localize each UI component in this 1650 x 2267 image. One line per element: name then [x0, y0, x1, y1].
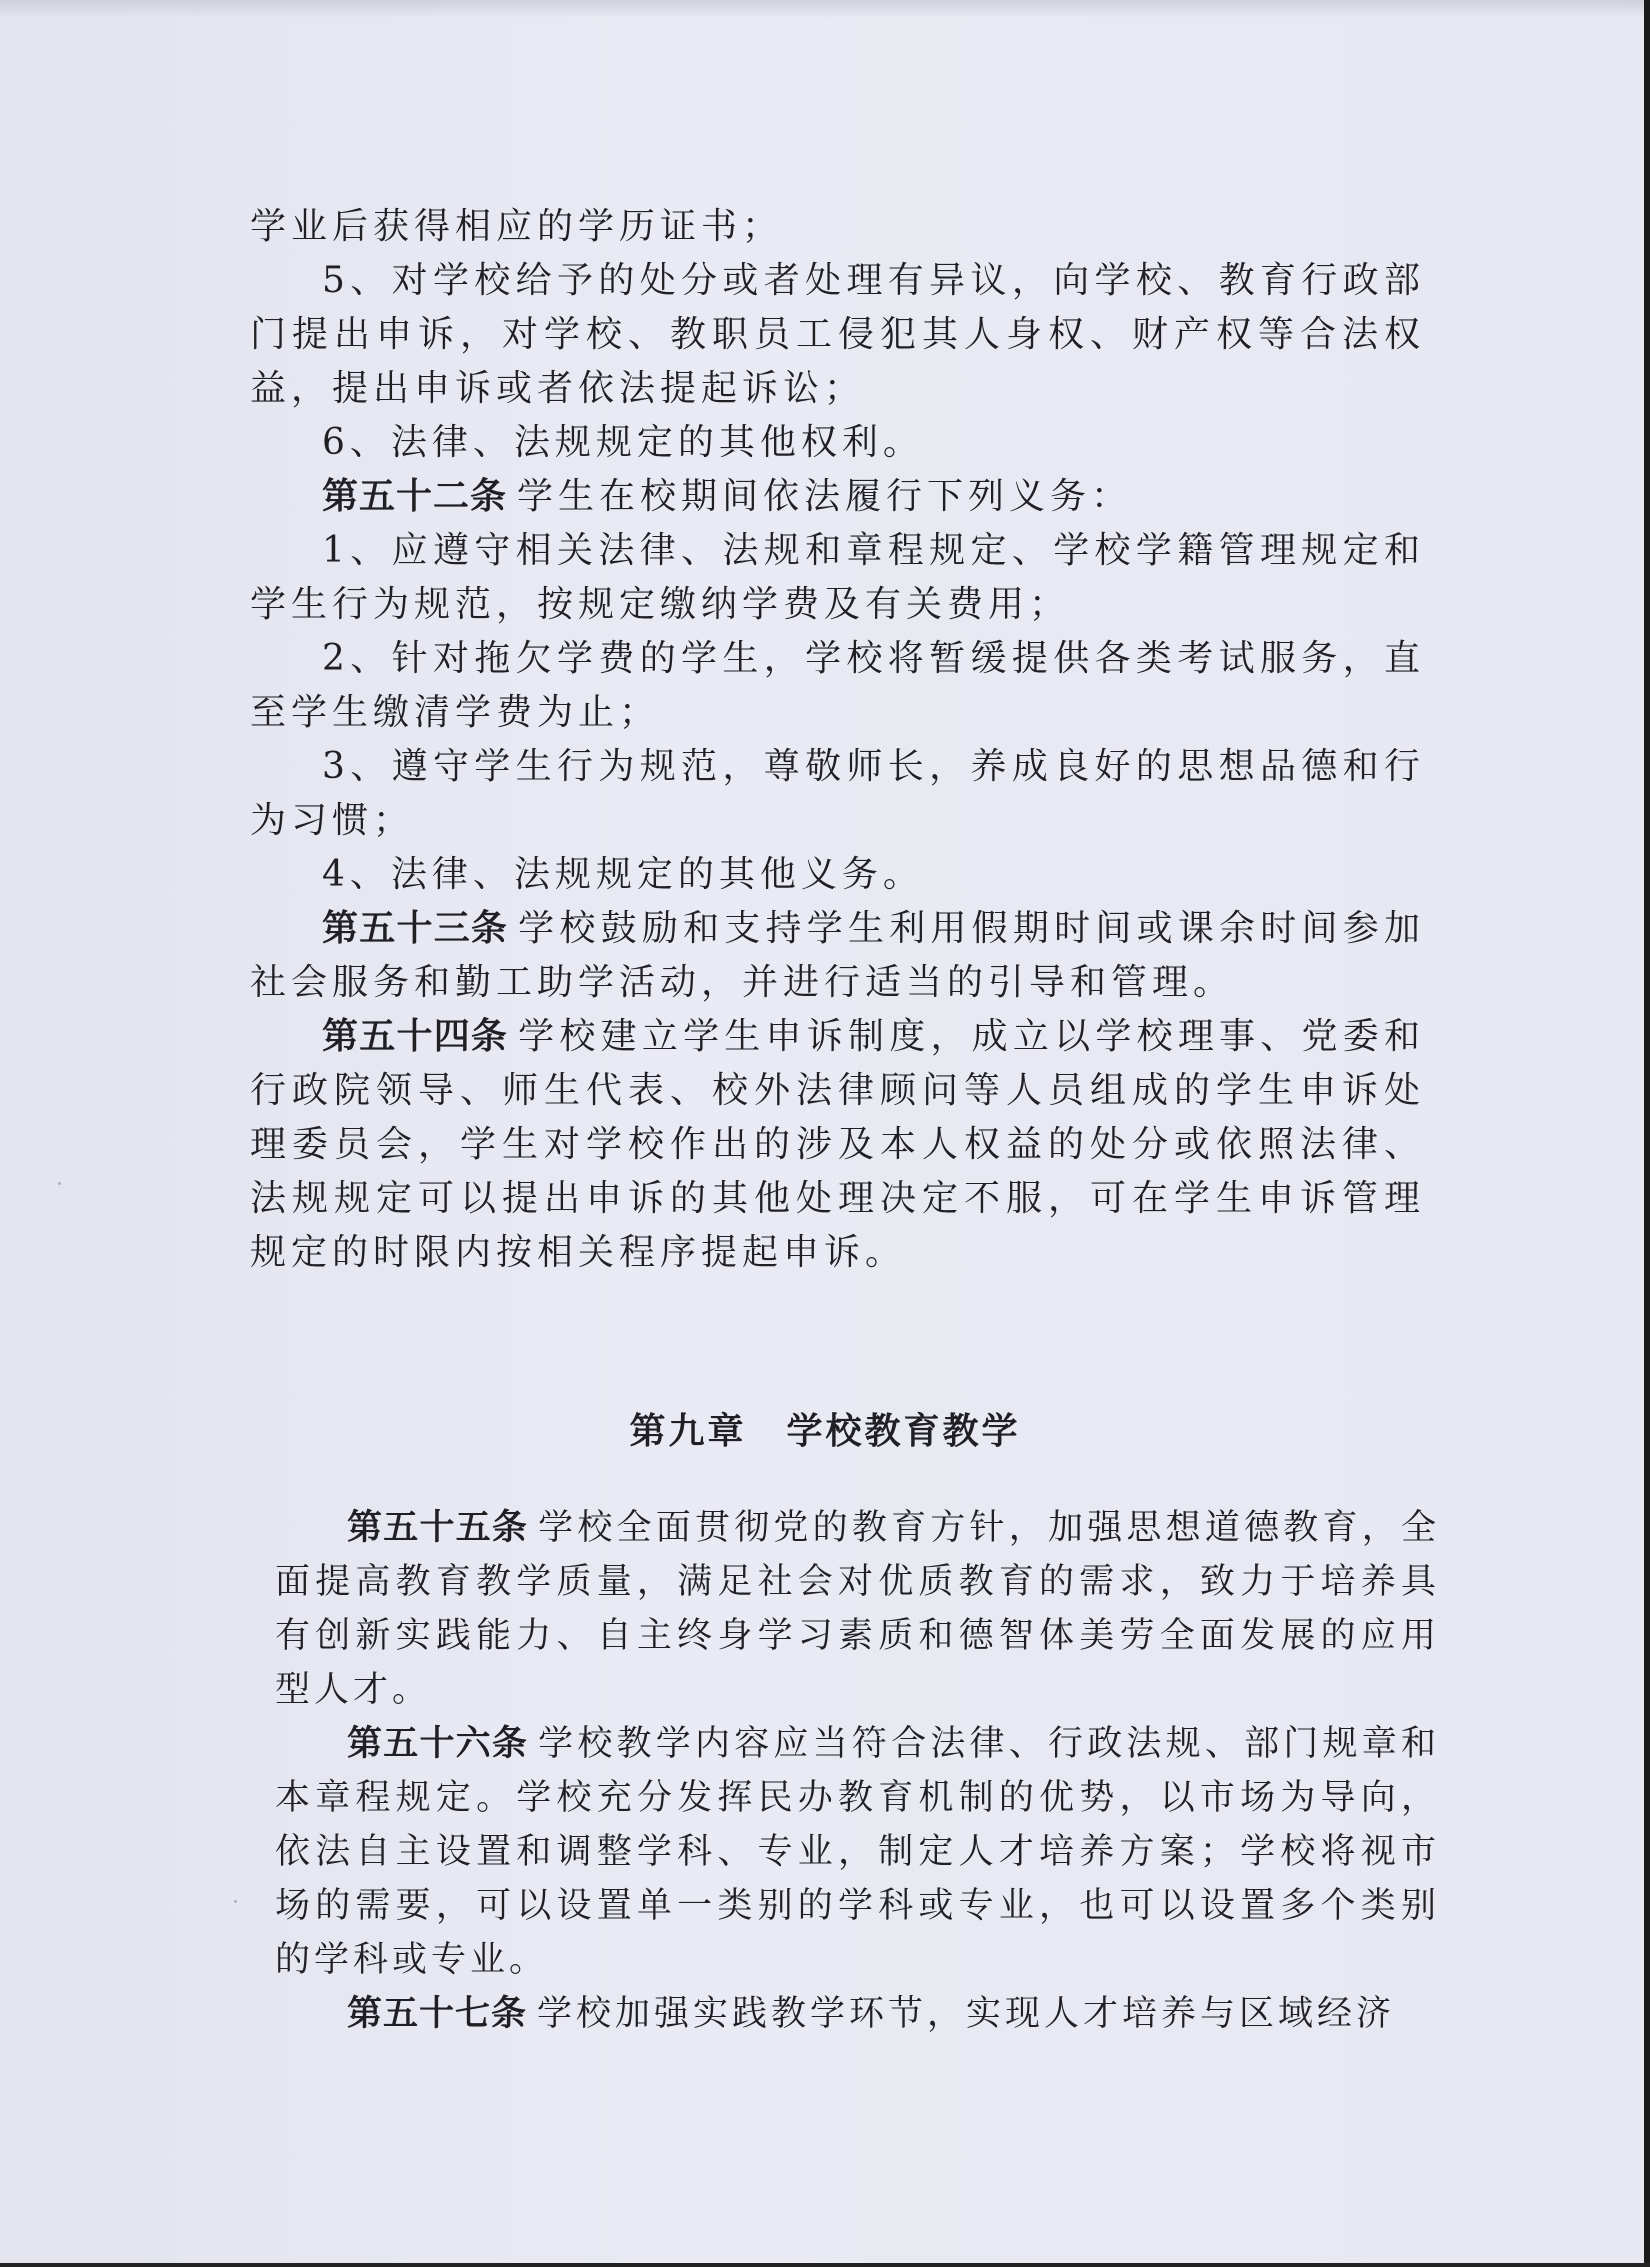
scan-top-shadow: [0, 0, 1650, 18]
article-number: 第五十四条: [322, 1016, 509, 1057]
paragraph-text: 3、遵守学生行为规范，尊敬师长，养成良好的思想品德和行为习惯；: [250, 746, 1425, 841]
article-number: 第五十五条: [347, 1508, 529, 1548]
paragraph-text: 学校教学内容应当符合法律、行政法规、部门规章和本章程规定。学校充分发挥民办教育机制的优势，以市场为导向，依法自主设置和调整学科、专业，制定人才培养方案；学校将视市场的需要，可以设置单一类别的学科或专业，也可以设置多个类别的学科或专业。: [275, 1724, 1440, 1980]
paragraph-upper-4: [250, 524, 1425, 632]
paragraph-text: 学校加强实践教学环节，实现人才培养与区域经济: [537, 1994, 1396, 2034]
paragraph-upper-6: [250, 740, 1425, 848]
paragraph-upper-7: [250, 848, 1425, 902]
article-56: [275, 1717, 1440, 1987]
article-55: [275, 1501, 1440, 1717]
article-54: [250, 1010, 1425, 1280]
paragraph-text: 6、法律、法规规定的其他权利。: [322, 422, 924, 463]
scan-bottom-border: [0, 2263, 1650, 2267]
lower-text-block: [275, 1501, 1440, 2041]
paragraph-text: 学校建立学生申诉制度，成立以学校理事、党委和行政院领导、师生代表、校外法律顾问等人员组成的学生申诉处理委员会，学生对学校作出的涉及本人权益的处分或依照法律、法规规定可以提出申诉的其他处理决定不服，可在学生申诉管理规定的时限内按相关程序提起申诉。: [250, 1016, 1425, 1273]
chapter-number: 第九章: [629, 1411, 747, 1452]
upper-text-block: [250, 200, 1425, 1280]
chapter-title: 学校教育教学: [786, 1411, 1021, 1452]
paragraph-text: 学校全面贯彻党的教育方针，加强思想道德教育，全面提高教育教学质量，满足社会对优质教育的需求，致力于培养具有创新实践能力、自主终身学习素质和德智体美劳全面发展的应用型人才。: [275, 1508, 1440, 1710]
paragraph-text: 1、应遵守相关法律、法规和章程规定、学校学籍管理规定和学生行为规范，按规定缴纳学费及有关费用；: [250, 530, 1425, 625]
paragraph-text: 2、针对拖欠学费的学生，学校将暂缓提供各类考试服务，直至学生缴清学费为止；: [250, 638, 1425, 733]
article-57: [275, 1987, 1440, 2041]
chapter-heading: [0, 1403, 1650, 1454]
article-53: [250, 902, 1425, 1010]
scan-speck: [58, 1182, 61, 1185]
paragraph-upper-0: [250, 200, 1425, 254]
scan-speck: [234, 1900, 237, 1903]
paragraph-text: 学生在校期间依法履行下列义务：: [517, 476, 1133, 517]
article-52: [250, 470, 1425, 524]
article-number: 第五十七条: [347, 1994, 528, 2034]
paragraph-text: 5、对学校给予的处分或者处理有异议，向学校、教育行政部门提出申诉，对学校、教职员工侵犯其人身权、财产权等合法权益，提出申诉或者依法提起诉讼；: [250, 260, 1425, 409]
paragraph-text: 4、法律、法规规定的其他义务。: [322, 854, 924, 895]
scan-right-border: [1644, 0, 1650, 2267]
paragraph-upper-5: [250, 632, 1425, 740]
article-number: 第五十六条: [347, 1724, 529, 1764]
article-number: 第五十二条: [322, 476, 508, 517]
paragraph-text: 学校鼓励和支持学生利用假期时间或课余时间参加社会服务和勤工助学活动，并进行适当的引导和管理。: [250, 908, 1425, 1003]
paragraph-upper-2: [250, 416, 1425, 470]
paragraph-upper-1: [250, 254, 1425, 416]
paragraph-text: 学业后获得相应的学历证书；: [250, 206, 784, 247]
article-number: 第五十三条: [322, 908, 509, 949]
